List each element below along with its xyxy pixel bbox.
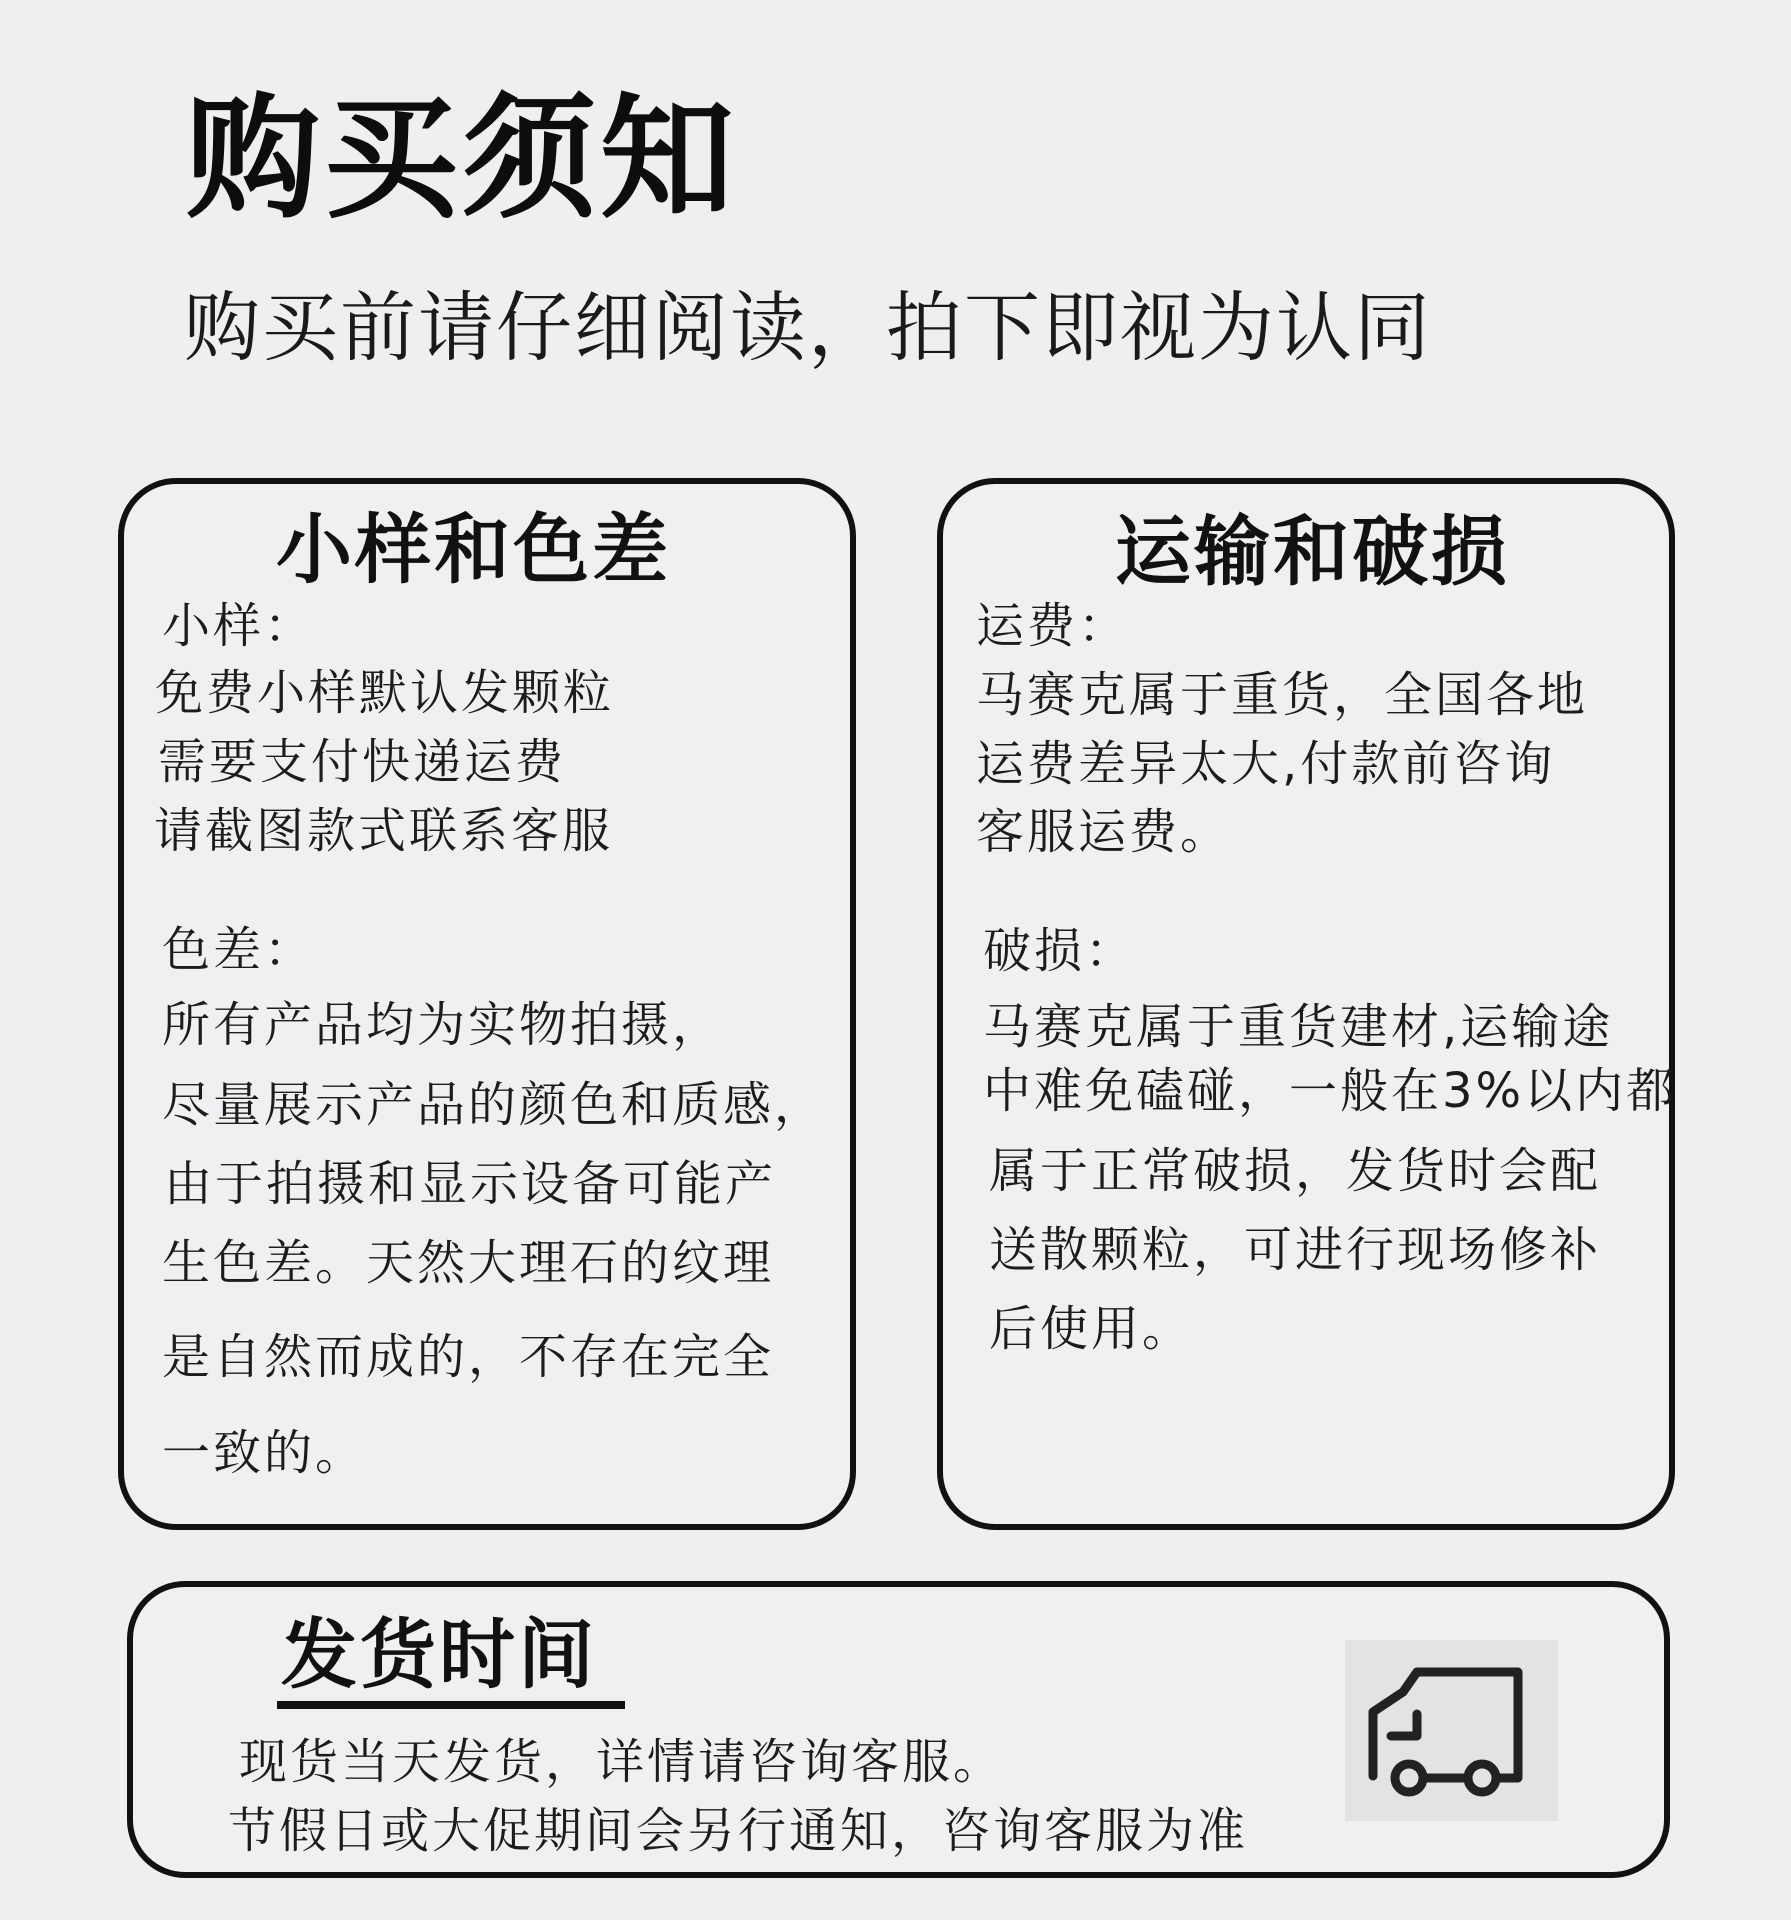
shipping-damage-card	[937, 478, 1678, 1530]
color-line: 尽量展示产品的颜色和质感，	[162, 1077, 826, 1133]
damage-line: 后使用。	[989, 1301, 1194, 1357]
damage-line: 马赛克属于重货建材,运输途	[983, 999, 1614, 1055]
color-heading: 色差：	[162, 922, 316, 978]
page-subtitle: 购买前请仔细阅读，拍下即视为认同	[184, 283, 1432, 372]
damage-heading: 破损：	[983, 923, 1137, 979]
sample-line: 需要支付快递运费	[158, 734, 567, 790]
color-line: 生色差。天然大理石的纹理	[162, 1235, 775, 1291]
sample-color-card	[118, 478, 856, 1530]
damage-line: 送散颗粒，可进行现场修补	[989, 1222, 1602, 1278]
damage-line: 中难免磕碰，一般在3%以内都	[983, 1063, 1678, 1119]
page-title: 购买须知	[186, 81, 739, 237]
card-title-sample: 小样和色差	[276, 505, 671, 594]
freight-line: 客服运费。	[976, 804, 1232, 860]
delivery-line: 节假日或大促期间会另行通知，咨询客服为准	[228, 1803, 1249, 1859]
color-line: 一致的。	[162, 1425, 367, 1481]
color-line: 由于拍摄和显示设备可能产	[164, 1156, 777, 1212]
damage-line: 属于正常破损，发货时会配	[989, 1143, 1602, 1199]
sample-heading: 小样：	[162, 598, 316, 654]
delivery-time-card	[127, 1581, 1670, 1878]
freight-heading: 运费：	[976, 598, 1130, 654]
sample-line: 请截图款式联系客服	[154, 803, 614, 859]
color-line: 是自然而成的，不存在完全	[162, 1329, 775, 1385]
delivery-line: 现货当天发货，详情请咨询客服。	[239, 1734, 1005, 1790]
freight-line: 马赛克属于重货，全国各地	[976, 667, 1589, 723]
sample-line: 免费小样默认发颗粒	[155, 665, 615, 721]
delivery-truck-icon	[1345, 1640, 1558, 1821]
freight-line: 运费差异太大,付款前咨询	[976, 736, 1556, 792]
color-line: 所有产品均为实物拍摄，	[162, 997, 724, 1053]
card-title-delivery: 发货时间	[281, 1610, 597, 1699]
title-underline	[277, 1701, 625, 1709]
card-title-shipping: 运输和破损	[1115, 507, 1510, 596]
